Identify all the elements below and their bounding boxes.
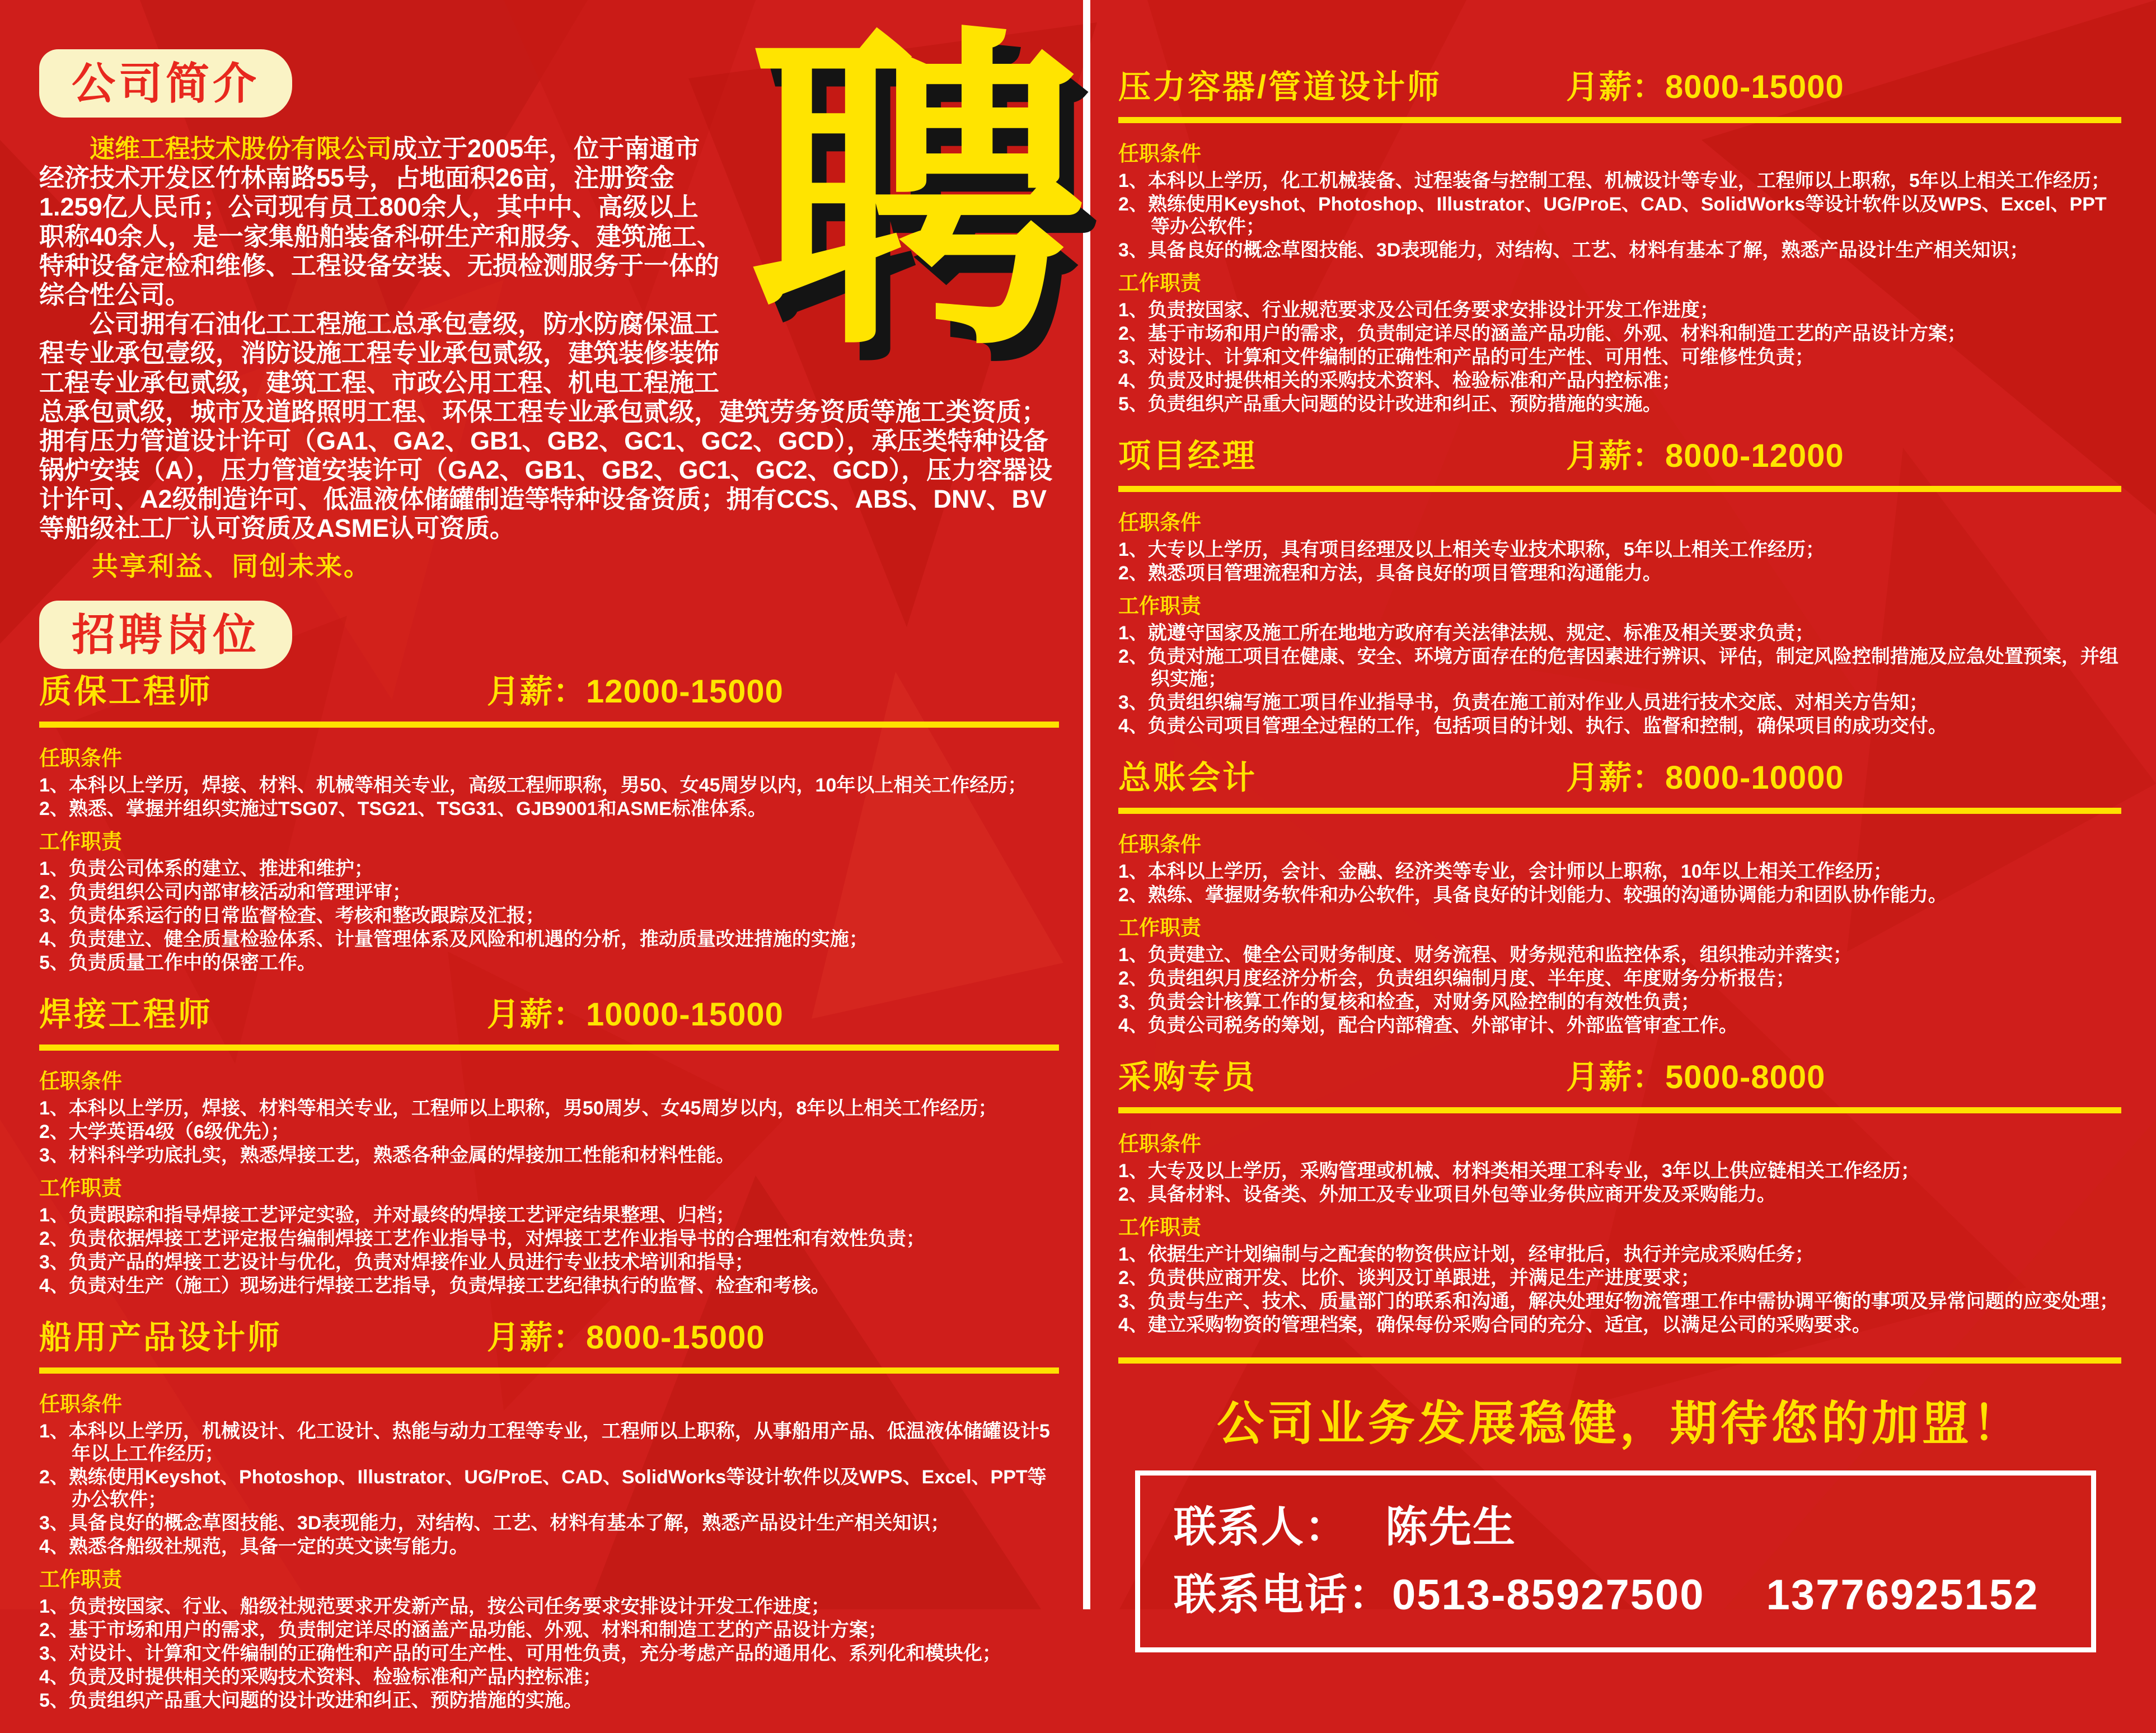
requirement-item: 1、本科以上学历，会计、金融、经济类等专业，会计师以上职称，10年以上相关工作经历； [1118,861,1892,882]
requirements-list [1118,1160,2121,1206]
recruit-glyph: 聘 [749,12,1085,384]
job-salary [487,995,784,1034]
salary-value: 10000-15000 [586,996,784,1033]
duty-item: 1、就遵守国家及施工所在地地方政府有关法律法规、规定、标准及相关要求负责； [1118,622,1814,644]
duty-item: 5、负责组织产品重大问题的设计改进和纠正、预防措施的实施。 [1118,394,1662,415]
requirements-list [39,1097,1059,1167]
requirements-label: 任职条件 [1118,511,1201,534]
requirements-list [39,774,1059,820]
requirement-item: 2、熟练、掌握财务软件和办公软件，具备良好的计划能力、较强的沟通协调能力和团队协作能力。 [1118,884,1947,906]
salary-value: 8000-15000 [586,1319,765,1356]
requirement-item: 1、本科以上学历，化工机械装备、过程装备与控制工程、机械设计等专业，工程师以上职称，5年以上相关工作经历； [1118,170,2110,191]
duty-item: 2、基于市场和用户的需求，负责制定详尽的涵盖产品功能、外观、材料和制造工艺的产品设计方案； [1118,323,1966,344]
jobs-section-badge: 招聘岗位 [39,601,292,669]
salary-label: 月薪： [487,1319,587,1356]
duties-list [1118,944,2121,1037]
requirement-item: 3、材料科学功底扎实，熟悉焊接工艺，熟悉各种金属的焊接加工性能和材料性能。 [39,1145,735,1167]
requirement-item: 1、大专以上学历，具有项目经理及以上相关专业技术职称，5年以上相关工作经历； [1118,539,1825,560]
duty-item: 3、负责产品的焊接工艺设计与优化，负责对焊接作业人员进行专业技术培训和指导； [39,1252,754,1273]
duty-item: 3、对设计、计算和文件编制的正确性和产品的可生产性、可用性负责，充分考虑产品的通用化、系列化和模块化； [39,1643,1001,1665]
job-salary [1566,758,1844,798]
job-divider-line [1118,486,2121,492]
requirement-item: 1、大专及以上学历，采购管理或机械、材料类相关理工科专业，3年以上供应链相关工作经历； [1118,1160,1920,1182]
duty-item: 1、负责按国家、行业规范要求及公司任务要求安排设计开发工作进度； [1118,299,1719,321]
job-salary [1566,68,1844,107]
requirements-list [1118,538,2121,584]
duty-item: 1、负责跟踪和指导焊接工艺评定实验，并对最终的焊接工艺评定结果整理、归档； [39,1205,735,1226]
duty-item: 4、负责公司税务的筹划，配合内部稽查、外部审计、外部监管审查工作。 [1118,1015,1738,1036]
salary-value: 12000-15000 [586,673,784,710]
requirements-label: 任职条件 [1118,142,1201,165]
job-divider-line [1118,808,2121,814]
job-title: 采购专员 [1118,1059,1258,1095]
duties-list [1118,299,2121,415]
duty-item: 3、负责组织编写施工项目作业指导书，负责在施工前对作业人员进行技术交底、对相关方告知； [1118,692,1928,713]
requirements-label: 任职条件 [39,1393,122,1416]
duty-item: 4、负责对生产（施工）现场进行焊接工艺指导，负责焊接工艺纪律执行的监督、检查和考核。 [39,1275,830,1297]
job-block [39,995,1059,1297]
right-column [1118,64,2121,1652]
job-title: 船用产品设计师 [39,1319,283,1356]
duty-item: 2、负责依据焊接工艺评定报告编制焊接工艺作业指导书，对焊接工艺作业指导书的合理性和有效性负责； [39,1228,925,1250]
job-title: 压力容器/管道设计师 [1118,69,1442,105]
duty-item: 4、负责及时提供相关的采购技术资料、检验标准和产品内控标准； [1118,370,1681,391]
contact-name-label: 联系人： [1174,1504,1348,1551]
duty-item: 4、建立采购物资的管理档案，确保每份采购合同的充分、适宜，以满足公司的采购要求。 [1118,1314,1871,1336]
duty-item: 2、负责供应商开发、比价、谈判及订单跟进，并满足生产进度要求； [1118,1267,1700,1289]
requirement-item: 1、本科以上学历，机械设计、化工设计、热能与动力工程等专业，工程师以上职称，从事船用产品、低温液体储罐设计5年以上工作经历； [39,1421,1050,1465]
job-block [1118,437,2121,737]
job-title: 质保工程师 [39,673,213,710]
job-salary [487,1318,765,1357]
duties-label: 工作职责 [39,1177,122,1200]
requirement-item: 2、熟悉、掌握并组织实施过TSG07、TSG21、TSG31、GJB9001和ASME标准体系。 [39,798,767,820]
intro-slogan: 共享利益、同创未来。 [92,551,372,581]
salary-label: 月薪： [487,996,587,1033]
requirements-label: 任职条件 [39,747,122,770]
duty-item: 3、对设计、计算和文件编制的正确性和产品的可生产性、可用性、可维修性负责； [1118,346,1814,368]
duties-label: 工作职责 [1118,271,1201,294]
job-title: 项目经理 [1118,438,1258,474]
requirement-item: 2、熟练使用Keyshot、Photoshop、Illustrator、UG/ProE、CAD、SolidWorks等设计软件以及WPS、Excel、PPT等办公软件； [1118,194,2107,237]
duties-label: 工作职责 [1118,916,1201,939]
job-header [1118,1058,2121,1099]
contact-box [1135,1470,2096,1652]
duty-item: 4、负责及时提供相关的采购技术资料、检验标准和产品内控标准； [39,1666,602,1688]
duties-list [1118,1243,2121,1336]
requirement-item: 4、熟悉各船级社规范，具备一定的英文读写能力。 [39,1536,468,1558]
duties-label: 工作职责 [1118,1216,1201,1239]
salary-label: 月薪： [1566,69,1666,105]
requirement-item: 2、熟练使用Keyshot、Photoshop、Illustrator、UG/ProE、CAD、SolidWorks等设计软件以及WPS、Excel、PPT等办公软件； [39,1467,1047,1511]
salary-value: 8000-12000 [1665,438,1844,474]
job-divider-line [39,1045,1059,1051]
job-header [39,1318,1059,1360]
duties-label: 工作职责 [39,1568,122,1591]
duty-item: 4、负责公司项目管理全过程的工作，包括项目的计划、执行、监督和控制，确保项目的成功交付。 [1118,715,1947,737]
duty-item: 3、负责会计核算工作的复核和检查，对财务风险控制的有效性负责； [1118,991,1700,1013]
contact-person-row [1174,1499,2057,1557]
requirements-list [1118,860,2121,906]
salary-value: 5000-8000 [1665,1059,1826,1095]
job-salary [1566,1058,1825,1097]
salary-label: 月薪： [487,673,587,710]
duty-item: 2、负责组织公司内部审核活动和管理评审； [39,882,411,903]
duty-item: 1、负责建立、健全公司财务制度、财务流程、财务规范和监控体系，组织推动并落实； [1118,944,1852,966]
requirement-item: 2、具备材料、设备类、外加工及专业项目外包等业务供应商开发及采购能力。 [1118,1184,1776,1205]
job-divider-line [1118,1107,2121,1113]
duty-item: 3、负责体系运行的日常监督检查、考核和整改跟踪及汇报； [39,905,545,927]
job-title: 总账会计 [1118,760,1258,796]
job-header [1118,68,2121,109]
duty-item: 5、负责质量工作中的保密工作。 [39,952,316,974]
left-column [39,49,1059,1733]
job-title: 焊接工程师 [39,996,213,1033]
job-header [39,672,1059,714]
salary-label: 月薪： [1566,760,1666,796]
duties-label: 工作职责 [1118,594,1201,617]
duty-item: 1、依据生产计划编制与之配套的物资供应计划，经审批后，执行并完成采购任务； [1118,1244,1814,1265]
job-salary [1566,437,1844,476]
contact-phone-1: 0513-85927500 [1392,1571,1705,1619]
job-divider-line [1118,117,2121,123]
job-block [39,1318,1059,1712]
duty-item: 5、负责组织产品重大问题的设计改进和纠正、预防措施的实施。 [39,1690,583,1712]
salary-label: 月薪： [1566,438,1666,474]
job-block [1118,1058,2121,1336]
job-divider-line [39,722,1059,728]
requirement-item: 2、大学英语4级（6级优先）； [39,1121,290,1143]
jobs-list-right [1118,68,2121,1336]
requirements-label: 任职条件 [39,1070,122,1093]
duties-list [1118,622,2121,737]
requirement-item: 1、本科以上学历，焊接、材料、机械等相关专业，高级工程师职称，男50、女45周岁以内，10年以上相关工作经历； [39,775,1027,797]
duty-item: 2、负责对施工项目在健康、安全、环境方面存在的危害因素进行辨识、评估，制定风险控制措施及应急处置预案，并组织实施； [1118,646,2118,690]
intro-paragraph-2: 公司拥有石油化工工程施工总承包壹级，防水防腐保温工程专业承包壹级，消防设施工程专业承包贰级，建筑装修装饰工程专业承包贰级，建筑工程、市政公用工程、机电工程施工总承包贰级，城市及道路照明工程、环保工程专业承包贰级，建筑劳务资质等施工类资质；拥有压力管道设计许可（GA1、GA2、GB1、GB2、GC1、GC2、GCD），承压类特种设备锅炉安装（A），压力管道安装许可（GA2、GB1、GB2、GC1、GC2、GCD），压力容器设计许可、A2级制造许可、低温液体储罐制造等特种设备资质；拥有CCS、ABS、DNV、BV等船级社工厂认可资质及ASME认可资质。 [39,310,1053,543]
requirements-label: 任职条件 [1118,1132,1201,1155]
recruit-glyph-spacer [723,134,1059,387]
duty-item: 2、负责组织月度经济分析会，负责组织编制月度、半年度、年度财务分析报告； [1118,968,1795,989]
requirement-item: 3、具备良好的概念草图技能、3D表现能力，对结构、工艺、材料有基本了解，熟悉产品设计生产相关知识； [1118,240,2029,261]
job-block [39,672,1059,974]
duty-item: 1、负责按国家、行业、船级社规范要求开发新产品，按公司任务要求安排设计开发工作进度； [39,1596,830,1618]
jobs-list-left [39,672,1059,1712]
requirements-list [39,1420,1059,1558]
duty-item: 4、负责建立、健全质量检验体系、计量管理体系及风险和机遇的分析，推动质量改进措施的实施； [39,929,868,950]
duties-label: 工作职责 [39,830,122,854]
company-intro [39,134,1059,582]
job-header [1118,437,2121,478]
contact-phone-row [1174,1567,2057,1624]
duty-item: 2、基于市场和用户的需求，负责制定详尽的涵盖产品功能、外观、材料和制造工艺的产品设计方案； [39,1619,887,1641]
footer-divider-line [1118,1357,2121,1364]
salary-label: 月薪： [1566,1059,1666,1095]
duties-list [39,858,1059,974]
footer-slogan: 公司业务发展稳健，期待您的加盟！ [1216,1397,2023,1450]
job-divider-line [39,1367,1059,1374]
contact-phone-2: 13776925152 [1766,1571,2039,1619]
company-intro-badge: 公司简介 [39,49,292,118]
job-header [1118,758,2121,800]
duty-item: 1、负责公司体系的建立、推进和维护； [39,858,373,880]
intro-paragraph-1-text: 成立于2005年，位于南通市经济技术开发区竹林南路55号，占地面积26亩，注册资金1.259亿人民币；公司现有员工800余人，其中中、高级以上职称40余人，是一家集船舶装备科研生产和服务、建筑施工、特种设备定检和维修、工程设备安装、无损检测服务于一体的综合性公司。 [39,134,723,309]
duties-list [39,1204,1059,1297]
duties-list [39,1595,1059,1712]
company-name: 速维工程技术股份有限公司 [90,134,392,163]
contact-phone-label: 联系电话： [1174,1571,1392,1619]
job-header [39,995,1059,1037]
job-salary [487,672,784,711]
contact-name: 陈先生 [1385,1504,1516,1551]
duty-item: 3、负责与生产、技术、质量部门的联系和沟通，解决处理好物流管理工作中需协调平衡的事项及异常问题的应变处理； [1118,1291,2118,1312]
requirement-item: 1、本科以上学历，焊接、材料等相关专业，工程师以上职称，男50周岁、女45周岁以内，8年以上相关工作经历； [39,1098,997,1120]
salary-value: 8000-10000 [1665,760,1844,796]
requirement-item: 2、熟悉项目管理流程和方法，具备良好的项目管理和沟通能力。 [1118,563,1662,584]
salary-value: 8000-15000 [1665,69,1844,105]
job-block [1118,758,2121,1037]
requirement-item: 3、具备良好的概念草图技能、3D表现能力，对结构、工艺、材料有基本了解，熟悉产品设计生产相关知识； [39,1512,950,1534]
job-block [1118,68,2121,415]
requirements-list [1118,170,2121,261]
requirements-label: 任职条件 [1118,833,1201,856]
